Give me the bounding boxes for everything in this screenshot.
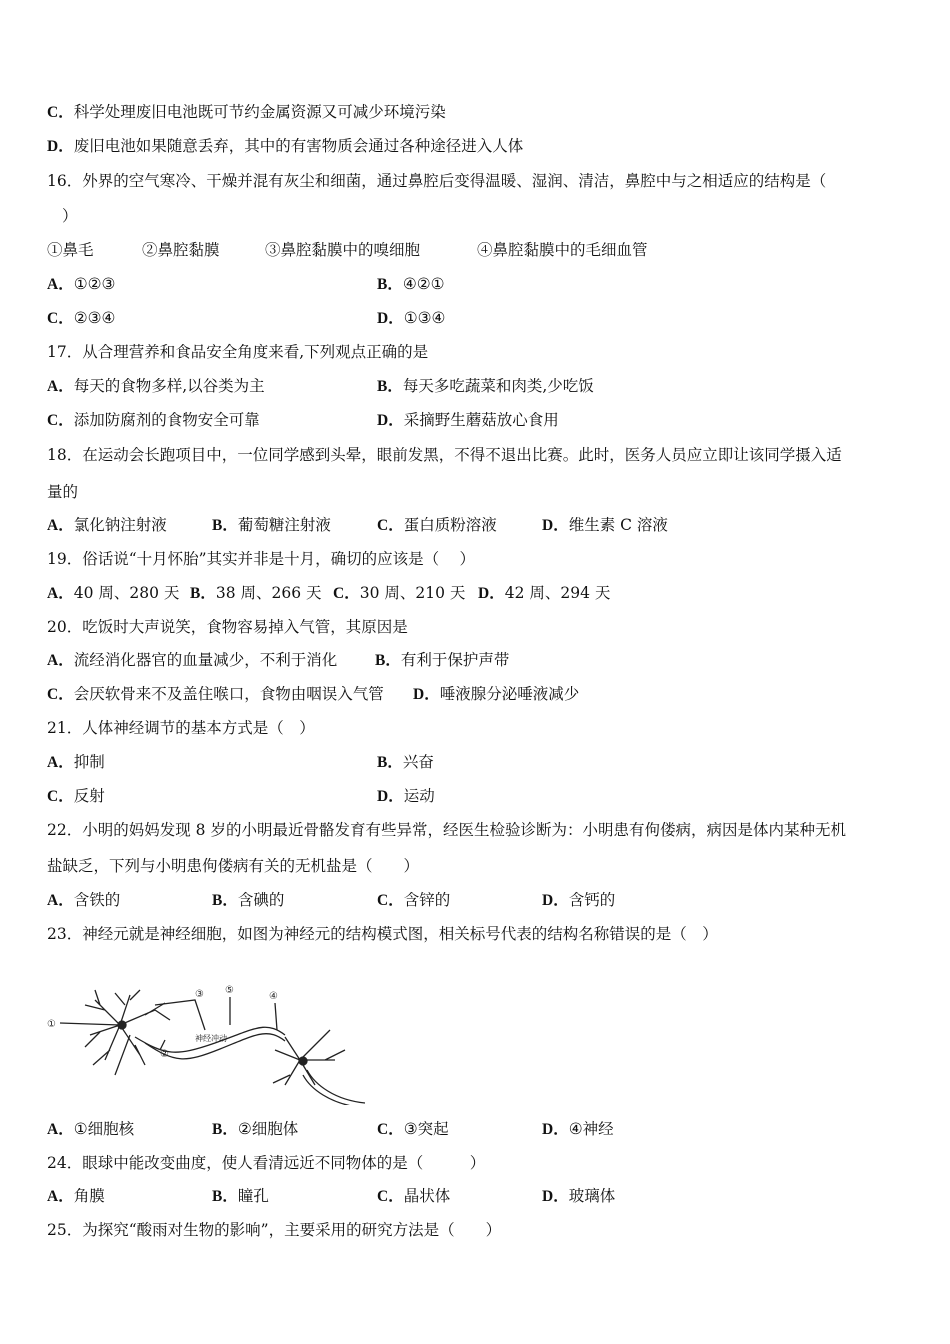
option-letter: B． <box>212 892 238 909</box>
option-letter: D． <box>47 138 74 155</box>
q16-item-2: ②鼻腔黏膜 <box>142 241 220 259</box>
q19-option-a <box>47 583 179 604</box>
q19-option-d <box>478 583 610 604</box>
q18-stem: 18．在运动会长跑项目中，一位同学感到头晕，眼前发黑，不得不退出比赛。此时，医务人员应立即让该同学摄入适 <box>47 446 842 464</box>
option-text: 会厌软骨来不及盖住喉口，食物由咽误入气管 <box>73 685 384 703</box>
option-letter: C． <box>377 517 404 534</box>
option-letter: A． <box>47 276 74 293</box>
q16-item-4: ④鼻腔黏膜中的毛细血管 <box>477 241 648 259</box>
option-text: 含锌的 <box>403 891 451 909</box>
option-text: 抑制 <box>73 753 105 771</box>
q16-stem-cont: ） <box>62 207 78 225</box>
q22-option-a <box>47 890 120 911</box>
option-text: 含钙的 <box>568 891 616 909</box>
option-letter: C． <box>333 585 360 602</box>
option-letter: B． <box>375 652 401 669</box>
option-letter: D． <box>377 788 404 805</box>
q21-option-a <box>47 752 105 773</box>
option-text: ④②① <box>402 275 445 293</box>
q17-option-d <box>377 410 559 431</box>
option-text: ①②③ <box>73 275 116 293</box>
option-text: 玻璃体 <box>568 1187 616 1205</box>
option-letter: A． <box>47 652 74 669</box>
q18-option-d <box>542 515 668 536</box>
option-letter: B． <box>212 517 238 534</box>
option-text: 葡萄糖注射液 <box>237 516 331 534</box>
q22-stem-cont: 盐缺乏，下列与小明患佝偻病有关的无机盐是（ ） <box>47 857 420 875</box>
neuron-diagram <box>45 975 375 1105</box>
option-text: ④神经 <box>568 1120 614 1138</box>
option-letter: C． <box>47 412 74 429</box>
option-letter: D． <box>413 686 440 703</box>
option-letter: A． <box>47 754 74 771</box>
option-letter: C． <box>377 1121 404 1138</box>
q16-option-c <box>47 308 115 329</box>
option-text: 氯化钠注射液 <box>73 516 167 534</box>
option-text: 晶状体 <box>403 1187 451 1205</box>
label-1: ① <box>47 1019 56 1030</box>
option-text: 角膜 <box>73 1187 105 1205</box>
q16-item-3: ③鼻腔黏膜中的嗅细胞 <box>265 241 421 259</box>
option-letter: D． <box>478 585 505 602</box>
option-letter: A． <box>47 892 74 909</box>
label-leader-lines <box>60 997 277 1050</box>
q23-stem: 23．神经元就是神经细胞，如图为神经元的结构模式图，相关标号代表的结构名称错误的是（ ） <box>47 925 718 943</box>
q16-stem: 16．外界的空气寒冷、干燥并混有灰尘和细菌，通过鼻腔后变得温暖、湿润、清洁，鼻腔中与之相适应的结构是（ <box>47 172 827 190</box>
q19-option-c <box>333 583 465 604</box>
q21-option-c <box>47 786 105 807</box>
option-letter: C． <box>47 788 74 805</box>
option-text: 蛋白质粉溶液 <box>403 516 497 534</box>
option-text: 添加防腐剂的食物安全可靠 <box>73 411 260 429</box>
label-5: ⑤ <box>225 985 234 996</box>
q24-option-b <box>212 1186 269 1207</box>
option-letter: B． <box>190 585 216 602</box>
q17-option-a <box>47 376 265 397</box>
option-text: 反射 <box>73 787 105 805</box>
option-text: 瞳孔 <box>237 1187 269 1205</box>
option-letter: B． <box>212 1188 238 1205</box>
option-text: 40 周、280 天 <box>73 584 180 602</box>
q24-option-d <box>542 1186 615 1207</box>
option-text: ①③④ <box>403 309 446 327</box>
option-letter: D． <box>377 310 404 327</box>
label-2: ② <box>160 1049 169 1060</box>
label-3: ③ <box>195 989 204 1000</box>
option-letter: A． <box>47 378 74 395</box>
option-text: 废旧电池如果随意丢弃，其中的有害物质会通过各种途径进入人体 <box>73 137 524 155</box>
option-text: 每天的食物多样,以谷类为主 <box>73 377 265 395</box>
option-letter: A． <box>47 585 74 602</box>
q21-stem: 21．人体神经调节的基本方式是（ ） <box>47 719 315 737</box>
q22-stem: 22．小明的妈妈发现 8 岁的小明最近骨骼发育有些异常，经医生检验诊断为：小明患有佝偻病，病因是体内某种无机 <box>47 821 846 839</box>
q25-stem: 25．为探究“酸雨对生物的影响”，主要采用的研究方法是（ ） <box>47 1221 502 1239</box>
q22-option-c <box>377 890 450 911</box>
option-text: 含碘的 <box>237 891 285 909</box>
q23-option-a <box>47 1119 134 1140</box>
option-text: 有利于保护声带 <box>400 651 510 669</box>
option-text: 42 周、294 天 <box>504 584 611 602</box>
option-letter: C． <box>47 310 74 327</box>
neuron-left-dendrites <box>85 990 170 1075</box>
q19-option-b <box>190 583 322 604</box>
q23-option-b <box>212 1119 298 1140</box>
option-text: 科学处理废旧电池既可节约金属资源又可减少环境污染 <box>73 103 446 121</box>
q23-option-c <box>377 1119 449 1140</box>
option-letter: B． <box>212 1121 238 1138</box>
option-letter: D． <box>542 1121 569 1138</box>
option-text: 唾液腺分泌唾液减少 <box>439 685 580 703</box>
q24-option-c <box>377 1186 450 1207</box>
label-4: ④ <box>269 991 278 1002</box>
q16-item-1: ①鼻毛 <box>47 241 94 259</box>
option-letter: D． <box>377 412 404 429</box>
q15-option-c <box>47 102 446 123</box>
q19-stem: 19．俗话说“十月怀胎”其实并非是十月，确切的应该是（ ） <box>47 550 476 568</box>
option-text: 采摘野生蘑菇放心食用 <box>403 411 559 429</box>
option-text: ②细胞体 <box>237 1120 299 1138</box>
option-text: 含铁的 <box>73 891 121 909</box>
q18-option-b <box>212 515 331 536</box>
q16-option-d <box>377 308 445 329</box>
option-text: 38 周、266 天 <box>215 584 322 602</box>
option-letter: B． <box>377 378 403 395</box>
q18-stem-cont: 量的 <box>47 483 79 501</box>
option-text: 流经消化器官的血量减少，不利于消化 <box>73 651 338 669</box>
q16-option-b <box>377 274 445 295</box>
q21-option-b <box>377 752 434 773</box>
q22-option-d <box>542 890 615 911</box>
option-letter: A． <box>47 1121 74 1138</box>
option-letter: D． <box>542 517 569 534</box>
neuron-right <box>273 1030 365 1105</box>
q24-stem: 24．眼球中能改变曲度，使人看清远近不同物体的是（ ） <box>47 1154 486 1172</box>
option-letter: D． <box>542 892 569 909</box>
q21-option-d <box>377 786 435 807</box>
option-text: 运动 <box>403 787 435 805</box>
option-text: 兴奋 <box>402 753 434 771</box>
option-letter: A． <box>47 1188 74 1205</box>
option-text: 每天多吃蔬菜和肉类,少吃饭 <box>402 377 594 395</box>
q16-option-a <box>47 274 115 295</box>
q15-option-d <box>47 136 523 157</box>
q17-stem: 17．从合理营养和食品安全角度来看,下列观点正确的是 <box>47 343 429 361</box>
q20-option-c <box>47 684 384 705</box>
q17-option-c <box>47 410 260 431</box>
option-text: 维生素 C 溶液 <box>568 516 668 534</box>
option-text: ③突起 <box>403 1120 449 1138</box>
option-letter: C． <box>47 104 74 121</box>
q18-option-c <box>377 515 497 536</box>
q18-option-a <box>47 515 167 536</box>
option-text: 30 周、210 天 <box>359 584 466 602</box>
option-letter: B． <box>377 276 403 293</box>
nerve-impulse-label: 神经冲动 <box>195 1034 227 1043</box>
option-letter: D． <box>542 1188 569 1205</box>
q22-option-b <box>212 890 284 911</box>
q20-option-b <box>375 650 509 671</box>
q24-option-a <box>47 1186 105 1207</box>
option-letter: A． <box>47 517 74 534</box>
q20-stem: 20．吃饭时大声说笑，食物容易掉入气管，其原因是 <box>47 618 408 636</box>
q17-option-b <box>377 376 594 397</box>
option-letter: B． <box>377 754 403 771</box>
q20-option-d <box>413 684 579 705</box>
q23-option-d <box>542 1119 614 1140</box>
option-letter: C． <box>377 892 404 909</box>
option-text: ①细胞核 <box>73 1120 135 1138</box>
option-letter: C． <box>377 1188 404 1205</box>
q20-option-a <box>47 650 337 671</box>
option-letter: C． <box>47 686 74 703</box>
option-text: ②③④ <box>73 309 116 327</box>
